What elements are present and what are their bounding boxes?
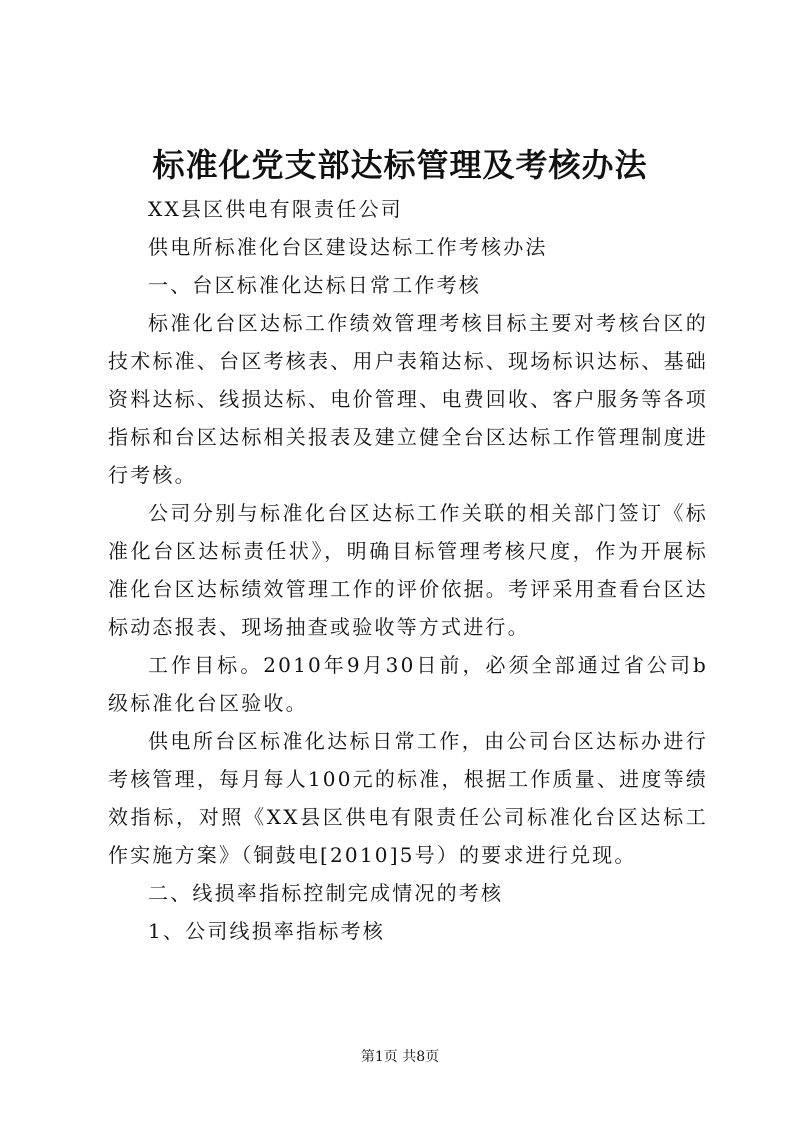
paragraph: 公司分别与标准化台区达标工作关联的相关部门签订《标准化台区达标责任状》，明确目标管理考核尺度，作为开展标准化台区达标绩效管理工作的评价依据。考评采用查看台区达标动态报表、现场抽查或验收等方式进行。	[108, 501, 708, 639]
section-heading-2: 二、线损率指标控制完成情况的考核	[148, 881, 504, 905]
paragraph: 标准化台区达标工作绩效管理考核目标主要对考核台区的技术标准、台区考核表、用户表箱达标、现场标识达标、基础资料达标、线损达标、电价管理、电费回收、客户服务等各项指标和台区达标相关报表及建立健全台区达标工作管理制度进行考核。	[108, 311, 708, 487]
page-footer: 第1页 共8页	[360, 1049, 440, 1065]
document-title: 标准化党支部达标管理及考核办法	[152, 146, 648, 184]
paragraph-subtitle: 供电所标准化台区建设达标工作考核办法	[148, 235, 548, 259]
document-body	[108, 190, 708, 950]
subsection-heading: 1、公司线损率指标考核	[148, 919, 385, 943]
paragraph: 供电所台区标准化达标日常工作，由公司台区达标办进行考核管理，每月每人100元的标准，根据工作质量、进度等绩效指标，对照《XX县区供电有限责任公司标准化台区达标工作实施方案》（铜鼓电[2010]5号）的要求进行兑现。	[108, 729, 708, 867]
paragraph-company: XX县区供电有限责任公司	[148, 197, 403, 221]
paragraph: 工作目标。2010年9月30日前，必须全部通过省公司b级标准化台区验收。	[108, 653, 708, 715]
section-heading-1: 一、台区标准化达标日常工作考核	[148, 273, 481, 297]
